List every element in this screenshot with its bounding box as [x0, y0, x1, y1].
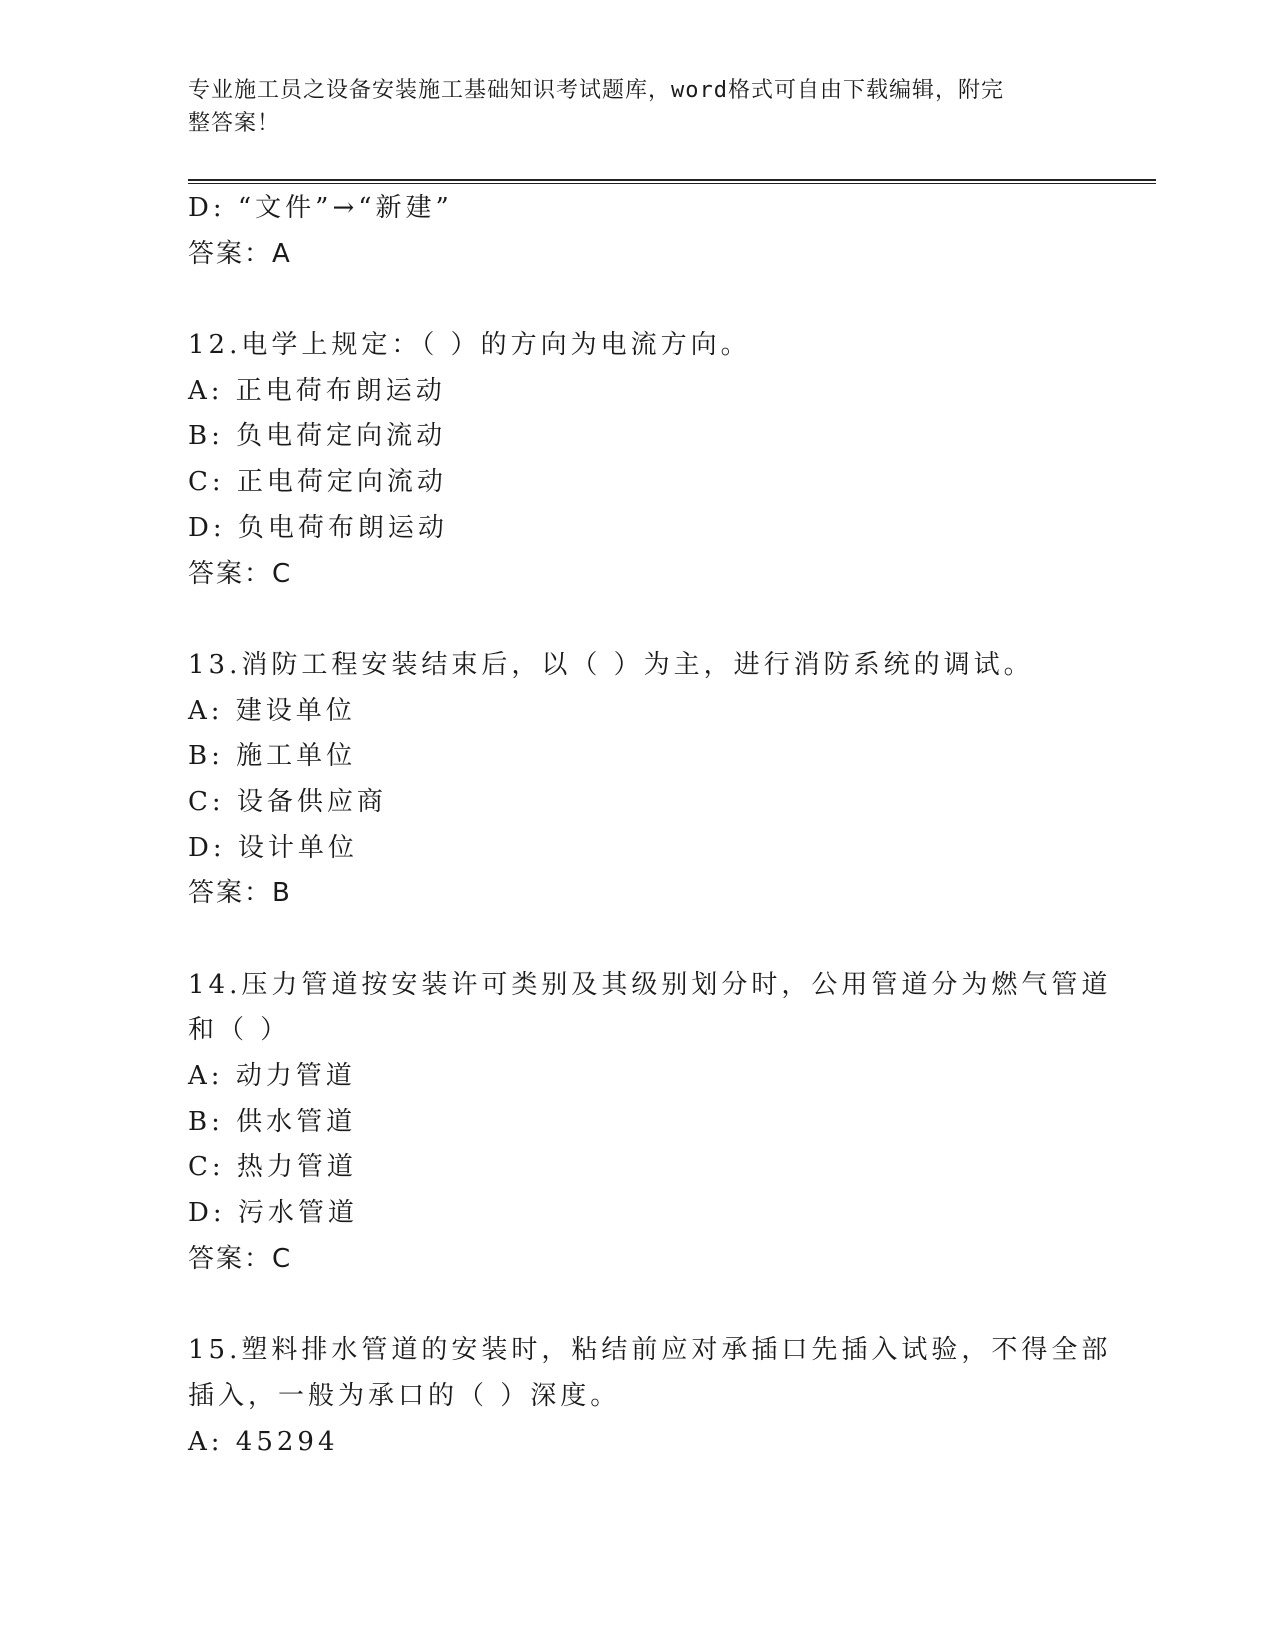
answer: 答案：C — [188, 1243, 293, 1274]
question-text-line-2: 和（ ） — [188, 1015, 291, 1046]
spacer — [188, 597, 1156, 643]
spacer — [188, 277, 1156, 323]
question-text: 13.消防工程安装结束后，以（ ）为主，进行消防系统的调试。 — [188, 649, 1034, 680]
question-text: 12.电学上规定：（ ）的方向为电流方向。 — [188, 330, 751, 361]
option-d: D: 设计单位 — [188, 832, 358, 863]
spacer — [188, 1283, 1156, 1329]
option-a: A: 45294 — [188, 1426, 339, 1457]
option-d: D: 负电荷布朗运动 — [188, 512, 448, 543]
question-text-line-1: 15.塑料排水管道的安装时，粘结前应对承插口先插入试验，不得全部 — [188, 1335, 1112, 1366]
answer: 答案：B — [188, 878, 292, 909]
question-list — [188, 186, 1156, 1465]
header-line-2: 整答案！ — [188, 111, 281, 136]
option-a: A: 建设单位 — [188, 695, 356, 726]
prev-option-d: D: “文件”→“新建” — [188, 193, 453, 223]
option-b: B: 施工单位 — [188, 741, 357, 772]
prev-answer: 答案：A — [188, 238, 292, 269]
option-c: C: 正电荷定向流动 — [188, 467, 447, 498]
option-a: A: 正电荷布朗运动 — [188, 375, 446, 406]
option-a: A: 动力管道 — [188, 1061, 356, 1092]
document-header — [188, 74, 1068, 140]
header-line-1: 专业施工员之设备安装施工基础知识考试题库，word格式可自由下载编辑，附完 — [188, 78, 1004, 103]
option-d: D: 污水管道 — [188, 1198, 358, 1229]
question-15 — [188, 1328, 1156, 1465]
option-c: C: 热力管道 — [188, 1152, 357, 1183]
spacer — [188, 917, 1156, 963]
option-c: C: 设备供应商 — [188, 786, 387, 817]
option-b: B: 负电荷定向流动 — [188, 421, 447, 452]
option-b: B: 供水管道 — [188, 1106, 357, 1137]
header-divider — [188, 179, 1156, 184]
question-text-line-2: 插入，一般为承口的（ ）深度。 — [188, 1380, 621, 1411]
answer: 答案：C — [188, 558, 293, 589]
question-13 — [188, 643, 1156, 917]
question-14 — [188, 963, 1156, 1283]
question-12 — [188, 323, 1156, 597]
question-text-line-1: 14.压力管道按安装许可类别及其级别划分时，公用管道分为燃气管道 — [188, 969, 1112, 1000]
